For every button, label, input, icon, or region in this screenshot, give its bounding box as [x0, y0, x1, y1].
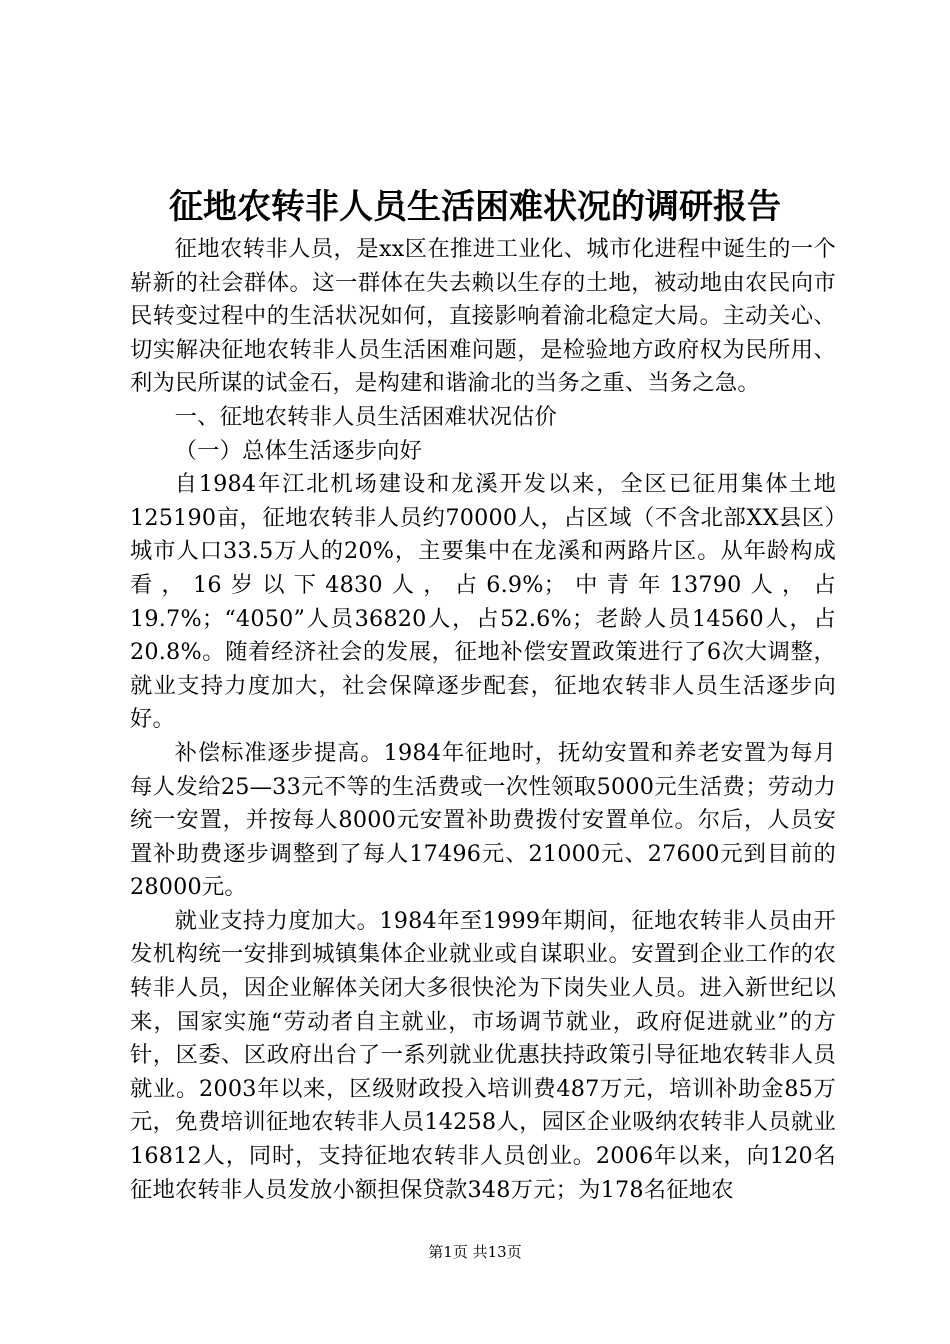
body-paragraph: 自1984年江北机场建设和龙溪开发以来，全区已征用集体土地125190亩，征地农转非人员约70000人，占区域（不含北部XX县区）城市人口33.5万人的20%，主要集中在龙溪和两路片区。从年龄构成看，16岁以下4830人，占6.9%；中青年13790人，占19.7%；“4050”人员36820人，占52.6%；老龄人员14560人，占20.8%。随着经济社会的发展，征地补偿安置政策进行了6次大调整，就业支持力度加大，社会保障逐步配套，征地农转非人员生活逐步向好。 [130, 471, 836, 733]
subsection-heading: （一）总体生活逐步向好 [174, 437, 423, 464]
section-heading: 一、征地农转非人员生活困难状况估价 [174, 403, 558, 430]
body-paragraph: 就业支持力度加大。1984年至1999年期间，征地农转非人员由开发机构统一安排到城镇集体企业就业或自谋职业。安置到企业工作的农转非人员，因企业解体关闭大多很快沦为下岗失业人员。进入新世纪以来，国家实施“劳动者自主就业，市场调节就业，政府促进就业”的方针，区委、区政府出台了一系列就业优惠扶持政策引导征地农转非人员就业。2003年以来，区级财政投入培训费487万元，培训补助金85万元，免费培训征地农转非人员14258人，园区企业吸纳农转非人员就业16812人，同时，支持征地农转非人员创业。2006年以来，向120名征地农转非人员发放小额担保贷款348万元；为178名征地农 [130, 907, 836, 1203]
body-paragraph: 补偿标准逐步提高。1984年征地时，抚幼安置和养老安置为每月每人发给25—33元不等的生活费或一次性领取5000元生活费；劳动力统一安置，并按每人8000元安置补助费拨付安置单位。尔后，人员安置补助费逐步调整到了每人17496元、21000元、27600元到目前的28000元。 [130, 739, 836, 901]
page-number-footer: 第1页 共13页 [428, 1243, 522, 1261]
document-body [130, 233, 836, 1207]
document-title: 征地农转非人员生活困难状况的调研报告 [169, 187, 781, 227]
intro-paragraph: 征地农转非人员，是xx区在推进工业化、城市化进程中诞生的一个崭新的社会群体。这一群体在失去赖以生存的土地，被动地由农民向市民转变过程中的生活状况如何，直接影响着渝北稳定大局。主动关心、切实解决征地农转非人员生活困难问题，是检验地方政府权为民所用、利为民所谋的试金石，是构建和谐渝北的当务之重、当务之急。 [130, 236, 836, 397]
